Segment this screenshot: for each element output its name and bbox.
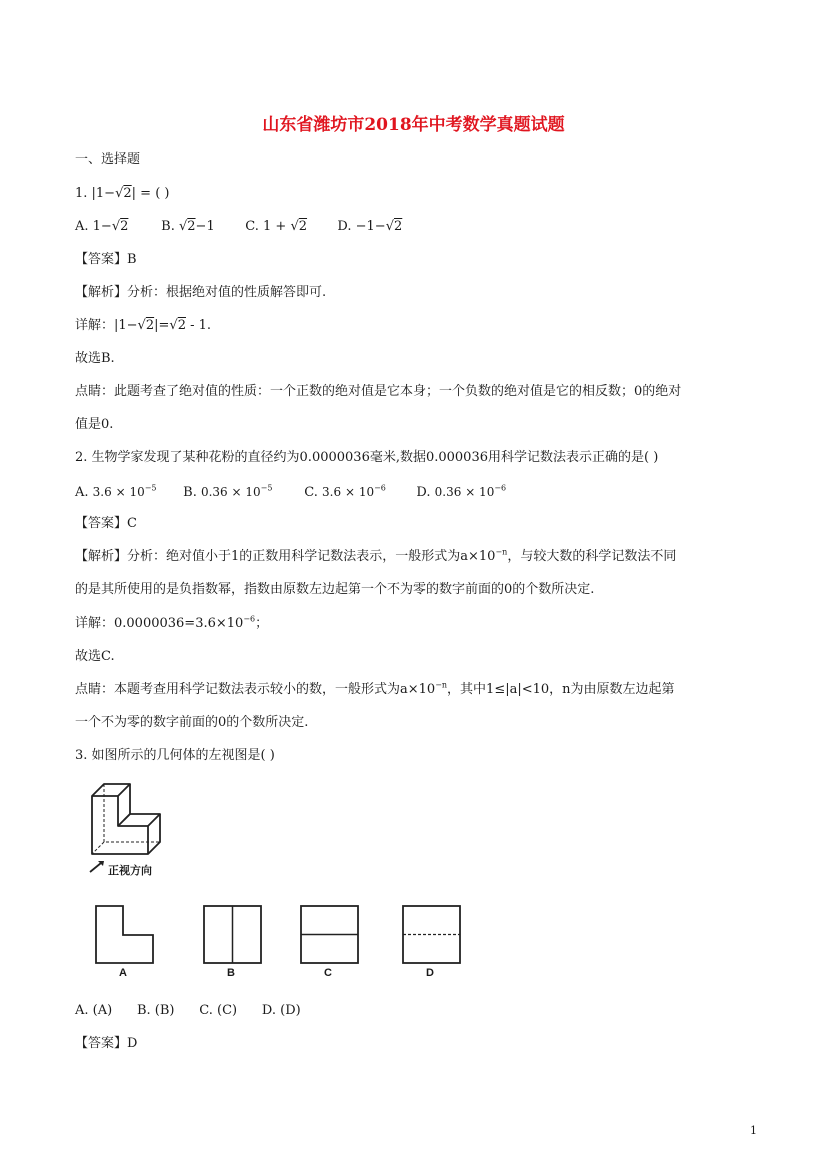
q1-detail: 详解：|1−√2|=√2 - 1. (75, 318, 212, 333)
q1-option-a: A. 1−√2 (75, 219, 129, 234)
q1-stem: 1. |1−√2| = ( ) (75, 186, 170, 201)
view-direction-arrow-icon (88, 860, 106, 874)
view-label-a: A (119, 967, 127, 979)
view-option-b (203, 905, 263, 969)
q2-choose: 故选C. (75, 649, 115, 664)
q2-stem: 2. 生物学家发现了某种花粉的直径约为0.0000036毫米,数据0.000036用科学记数法表示正确的是( ) (75, 450, 659, 465)
page-number: 1 (750, 1124, 757, 1137)
q3-stem: 3. 如图所示的几何体的左视图是( ) (75, 748, 275, 763)
q2-options (75, 484, 506, 501)
view-label-d: D (426, 967, 434, 979)
view-option-a (95, 905, 155, 969)
q2-analysis-line1: 【解析】分析：绝对值小于1的正数用科学记数法表示，一般形式为$a\times 10^{-n}$，与较大数的科学记数法不同 (75, 547, 677, 564)
view-option-d (402, 905, 462, 969)
q2-option-b: B. $0.36 \times 10^{-5}$ (183, 483, 273, 500)
view-a-drawing (95, 905, 155, 965)
q1-answer: 【答案】B (75, 252, 137, 267)
view-c-drawing (300, 905, 360, 965)
view-label-c: C (324, 967, 332, 979)
q2-option-c: C. $3.6 \times 10^{-6}$ (304, 483, 386, 500)
q2-comment-line1: 点睛：本题考查用科学记数法表示较小的数，一般形式为$a\times 10^{-n}$，其中1≤|a|<10，n为由原数左边起第 (75, 680, 675, 697)
q2-comment-line2: 一个不为零的数字前面的0的个数所决定. (75, 715, 309, 730)
view-label-b: B (227, 967, 235, 979)
view-option-c (300, 905, 360, 969)
q2-option-a: A. $3.6 \times 10^{-5}$ (75, 483, 157, 500)
q2-answer: 【答案】C (75, 516, 137, 531)
q1-analysis: 【解析】分析：根据绝对值的性质解答即可. (75, 285, 327, 300)
solid-figure (80, 778, 180, 878)
q3-options: A. (A) B. (B) C. (C) D. (D) (75, 1003, 301, 1018)
solid-figure-drawing (80, 778, 180, 858)
q2-option-d: D. $0.36 \times 10^{-6}$ (416, 483, 507, 500)
q3-answer: 【答案】D (75, 1036, 138, 1051)
q1-option-c: C. 1 + √2 (245, 219, 308, 234)
section-heading: 一、选择题 (75, 152, 141, 167)
q1-option-b: B. √2−1 (161, 219, 215, 234)
q1-comment-line2: 值是0. (75, 417, 114, 432)
q1-comment-line1: 点睛：此题考查了绝对值的性质：一个正数的绝对值是它本身；一个负数的绝对值是它的相反数；0的绝对 (75, 384, 682, 399)
q2-analysis-line2: 的是其所使用的是负指数幂，指数由原数左边起第一个不为零的数字前面的0的个数所决定. (75, 582, 595, 597)
q2-detail: 详解：$0.0000036=3.6\times 10^{-6}$； (75, 614, 269, 631)
view-d-drawing (402, 905, 462, 965)
q1-option-d: D. −1−√2 (337, 219, 403, 234)
q1-choose: 故选B. (75, 351, 115, 366)
page-title: 山东省潍坊市2018年中考数学真题试题 (262, 115, 565, 135)
figure-caption: 正视方向 (108, 865, 152, 877)
view-b-drawing (203, 905, 263, 965)
q1-options (75, 219, 402, 235)
